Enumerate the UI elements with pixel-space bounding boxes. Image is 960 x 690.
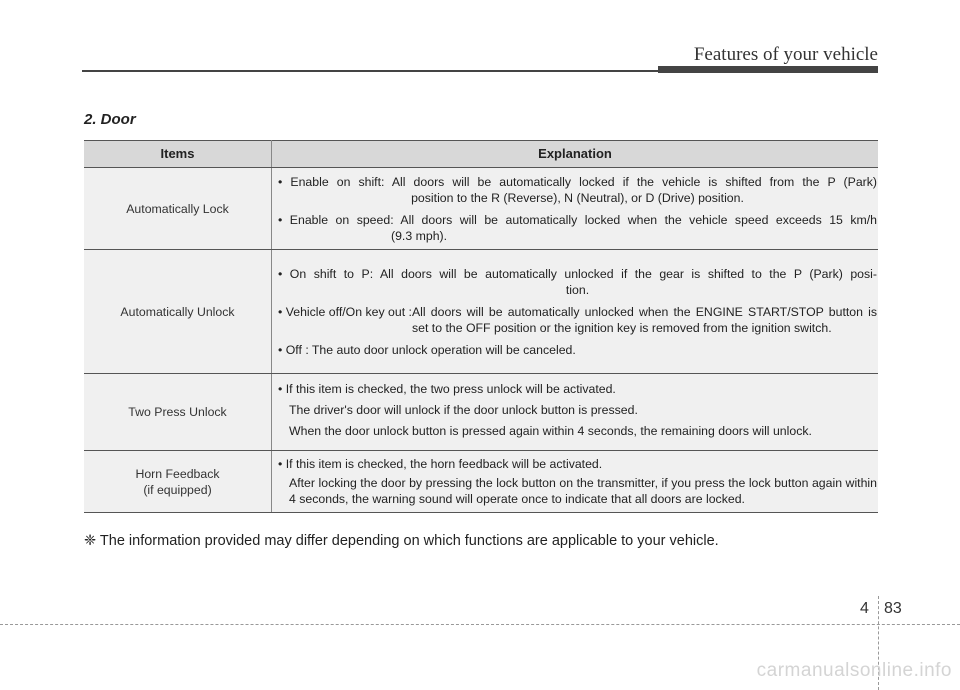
watermark: carmanualsonline.info [756, 660, 952, 681]
explanation-cell [272, 168, 879, 250]
bullet-continuation: After locking the door by pressing the lock button on the transmitter, if you press the lock button again within 4 seconds, the warning sound will operate once to indicate that all doors are locked. [289, 476, 877, 506]
bullet-text: All doors will be automatically unlocked when the ENGINE START/STOP button is set to the OFF position or the ignition key is removed from the ignition switch. [411, 304, 877, 335]
chapter-number: 4 [860, 600, 869, 617]
table-header-row [84, 141, 878, 168]
bullet-line: • Off : The auto door unlock operation will be canceled. [278, 342, 576, 357]
column-header-items: Items [84, 141, 272, 168]
bullet-continuation: When the door unlock button is pressed again within 4 seconds, the remaining doors will unlock. [289, 423, 812, 438]
page-number: 83 [884, 600, 902, 617]
item-cell [84, 451, 272, 513]
bullet-line: • Enable on shift: All doors will be automatically locked if the vehicle is shifted from the P (Park) [278, 174, 877, 189]
bullet-label: • Vehicle off/On key out : [278, 304, 412, 319]
header-rule [82, 70, 658, 72]
item-label: Horn Feedback [135, 466, 220, 481]
item-cell: Automatically Lock [84, 168, 272, 250]
bullet-line: • If this item is checked, the two press unlock will be activated. [278, 381, 616, 396]
explanation-cell [272, 374, 879, 451]
item-qualifier: (if equipped) [143, 482, 212, 497]
bullet-continuation: The driver's door will unlock if the door unlock button is pressed. [289, 402, 638, 417]
table-row-automatically-unlock [84, 250, 878, 374]
column-header-explanation: Explanation [272, 141, 879, 168]
bullet-line: • On shift to P: All doors will be automatically unlocked if the gear is shifted to the P (Park) posi- [278, 266, 877, 281]
item-cell: Two Press Unlock [84, 374, 272, 451]
item-cell: Automatically Unlock [84, 250, 272, 374]
header-accent-bar [658, 66, 878, 73]
table-row-horn-feedback [84, 451, 878, 513]
section-title: 2. Door [84, 111, 136, 128]
explanation-cell [272, 451, 879, 513]
footnote: ❈ The information provided may differ depending on which functions are applicable to your vehicle. [84, 533, 719, 549]
table-row-two-press-unlock [84, 374, 878, 451]
bullet-line: • Enable on speed: All doors will be automatically locked when the vehicle speed exceeds 15 km/h [278, 212, 877, 227]
bullet-continuation: position to the R (Reverse), N (Neutral), or D (Drive) position. [411, 190, 744, 205]
table-row-automatically-lock [84, 168, 878, 250]
bullet-line: • If this item is checked, the horn feedback will be activated. [278, 457, 603, 471]
bullet-continuation: (9.3 mph). [391, 228, 448, 243]
bullet-continuation: tion. [565, 282, 590, 297]
bullet-item [278, 304, 877, 336]
door-features-table [84, 140, 878, 513]
footer-rule [0, 624, 960, 625]
explanation-cell [272, 250, 879, 374]
page-header-title: Features of your vehicle [693, 44, 878, 65]
